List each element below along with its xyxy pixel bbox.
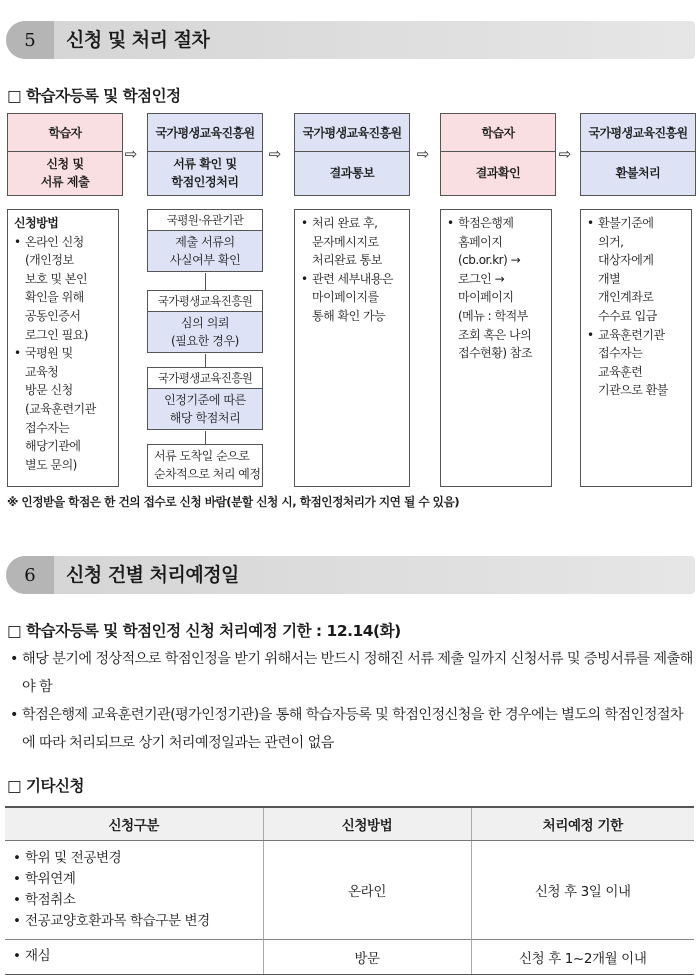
list-item-line: 확인을 위해 bbox=[25, 290, 84, 305]
request-type: • 전공교양호환과목 학습구분 변경 bbox=[13, 911, 263, 932]
list-item-line: 로그인 필요) bbox=[25, 327, 88, 342]
flow-arrow-icon: ⇨ bbox=[268, 145, 282, 163]
list-item-line: (교육훈련기관 bbox=[25, 401, 96, 416]
list-item-line: 로그인 → bbox=[458, 271, 505, 286]
list-item-line: 개별 bbox=[598, 271, 621, 286]
application-note: ※ 인정받을 학점은 한 건의 접수로 신청 바람(분할 신청 시, 학점인정처리가 지연 될 수 있음) bbox=[7, 495, 460, 509]
section-title: 신청 및 처리 절차 bbox=[66, 29, 210, 51]
list-item-line: 공동인증서 bbox=[25, 308, 81, 323]
connector-line bbox=[205, 431, 206, 444]
list-item: • 온라인 신청 bbox=[14, 233, 114, 252]
request-type: • 학위 및 전공변경 bbox=[13, 848, 263, 869]
review-step-text: 심의 의뢰 (필요한 경우) bbox=[148, 312, 262, 352]
connector-line bbox=[205, 354, 206, 367]
processing-order-note: 서류 도착일 순으로 순차적으로 처리 예정 bbox=[147, 444, 263, 487]
review-step-box bbox=[147, 209, 263, 272]
schedule-bullet bbox=[10, 645, 694, 701]
list-item: • 환불기준에 bbox=[587, 214, 687, 233]
list-item-line: 접수자는 bbox=[598, 346, 643, 361]
step-2-box bbox=[147, 113, 263, 196]
review-step-box bbox=[147, 290, 263, 353]
request-method: 온라인 bbox=[263, 840, 471, 939]
step-5-detail bbox=[580, 209, 692, 487]
request-type-cell bbox=[5, 840, 263, 939]
section-title: 신청 건별 처리예정일 bbox=[66, 564, 239, 586]
step-2-actor: 국가평생교육진흥원 bbox=[148, 114, 262, 152]
list-item-line: (개인정보 bbox=[25, 253, 74, 268]
method-title: 신청방법 bbox=[14, 216, 59, 230]
step-3-detail bbox=[294, 209, 410, 487]
list-item-line: 의거, bbox=[598, 234, 624, 249]
step-4-action: 결과확인 bbox=[475, 165, 521, 180]
list-item-line: 방문 신청 bbox=[25, 383, 73, 398]
review-step-agency: 국가평생교육진흥원 bbox=[148, 368, 262, 389]
list-item-line: (메뉴 : 학적부 bbox=[458, 308, 528, 323]
other-requests-table bbox=[5, 806, 694, 975]
table-row bbox=[5, 840, 694, 939]
column-header: 신청구분 bbox=[5, 807, 263, 840]
step-1-box bbox=[7, 113, 123, 196]
section-number: 5 bbox=[6, 21, 54, 59]
list-item-line: 마이페이지를 bbox=[312, 290, 379, 305]
step-3-action: 결과통보 bbox=[329, 165, 375, 180]
bullet-icon: • bbox=[10, 707, 18, 723]
other-heading: □ 기타신청 bbox=[7, 777, 84, 795]
flow-arrow-icon: ⇨ bbox=[124, 145, 138, 163]
list-item-line: 처리완료 통보 bbox=[312, 253, 382, 268]
column-header: 처리예정 기한 bbox=[471, 807, 694, 840]
schedule-bullet-text: 학점은행제 교육훈련기관(평가인정기관)을 통해 학습자등록 및 학점인정신청을 한 경우에는 별도의 학점인정절차에 따라 처리되므로 상기 처리예정일과는 관련이 없음 bbox=[22, 707, 684, 751]
step-1-detail bbox=[7, 209, 119, 487]
review-step-agency: 국평원·유관기관 bbox=[148, 210, 262, 231]
step-5-actor: 국가평생교육진흥원 bbox=[581, 114, 695, 152]
review-step-text: 인정기준에 따른 해당 학점처리 bbox=[148, 389, 262, 429]
list-item-line: 접수자는 bbox=[25, 420, 70, 435]
section-6-header bbox=[6, 556, 695, 594]
list-item-line: 통해 확인 가능 bbox=[312, 308, 386, 323]
list-item-line: 보호 및 본인 bbox=[25, 271, 88, 286]
step-1-action: 신청 및 서류 제출 bbox=[40, 157, 90, 189]
list-item-line: 조회 혹은 나의 bbox=[458, 327, 532, 342]
list-item-line: 교육훈련 bbox=[598, 364, 643, 379]
list-item-line: 수수료 입금 bbox=[598, 308, 657, 323]
list-item-line: 대상자에게 bbox=[598, 253, 654, 268]
step-1-actor: 학습자 bbox=[8, 114, 122, 152]
section-number: 6 bbox=[6, 556, 54, 594]
flow-arrow-icon: ⇨ bbox=[558, 145, 572, 163]
table-row bbox=[5, 939, 694, 975]
connector-line bbox=[205, 273, 206, 290]
list-item-line: 기관으로 환불 bbox=[598, 383, 668, 398]
section-5-header bbox=[6, 21, 695, 59]
schedule-bullet bbox=[10, 701, 694, 757]
step-5-action: 환불처리 bbox=[615, 165, 661, 180]
list-item-line: 해당기관에 bbox=[25, 439, 81, 454]
list-item: • 교육훈련기관 bbox=[587, 326, 687, 345]
step-2-action: 서류 확인 및 학점인정처리 bbox=[171, 157, 239, 189]
schedule-heading: □ 학습자등록 및 학점인정 신청 처리예정 기한 : 12.14(화) bbox=[7, 622, 401, 640]
step-4-actor: 학습자 bbox=[441, 114, 555, 152]
list-item-line: 접수현황) 참조 bbox=[458, 346, 533, 361]
list-item: • 처리 완료 후, bbox=[301, 214, 405, 233]
request-type: • 재심 bbox=[13, 946, 263, 967]
request-type: • 학점취소 bbox=[13, 890, 263, 911]
request-type-cell bbox=[5, 939, 263, 975]
list-item: • 관련 세부내용은 bbox=[301, 270, 405, 289]
bullet-icon: • bbox=[10, 651, 18, 667]
column-header: 신청방법 bbox=[263, 807, 471, 840]
request-method: 방문 bbox=[263, 939, 471, 975]
flow-arrow-icon: ⇨ bbox=[416, 145, 430, 163]
schedule-bullet-text: 해당 분기에 정상적으로 학점인정을 받기 위해서는 반드시 정해진 서류 제출 일까지 신청서류 및 증빙서류를 제출해야 함 bbox=[22, 651, 693, 695]
step-5-box bbox=[580, 113, 696, 196]
step-4-detail bbox=[440, 209, 552, 487]
step-3-box bbox=[294, 113, 410, 196]
list-item-line: 홈페이지 bbox=[458, 234, 503, 249]
list-item-line: 문자메시지로 bbox=[312, 234, 379, 249]
step-4-box bbox=[440, 113, 556, 196]
request-deadline: 신청 후 3일 이내 bbox=[471, 840, 694, 939]
list-item: • 국평원 및 bbox=[14, 344, 114, 363]
request-deadline: 신청 후 1~2개월 이내 bbox=[471, 939, 694, 975]
request-type: • 학위연계 bbox=[13, 869, 263, 890]
list-item-line: (cb.or.kr) → bbox=[458, 253, 521, 268]
review-step-text: 제출 서류의 사실여부 확인 bbox=[148, 231, 262, 271]
list-item-line: 개인계좌로 bbox=[598, 290, 654, 305]
list-item-line: 별도 문의) bbox=[25, 457, 77, 472]
list-item: • 학점은행제 bbox=[447, 214, 547, 233]
review-step-agency: 국가평생교육진흥원 bbox=[148, 291, 262, 312]
list-item-line: 교육청 bbox=[25, 364, 59, 379]
review-step-box bbox=[147, 367, 263, 430]
process-heading: □ 학습자등록 및 학점인정 bbox=[7, 87, 181, 105]
list-item-line: 마이페이지 bbox=[458, 290, 514, 305]
step-3-actor: 국가평생교육진흥원 bbox=[295, 114, 409, 152]
